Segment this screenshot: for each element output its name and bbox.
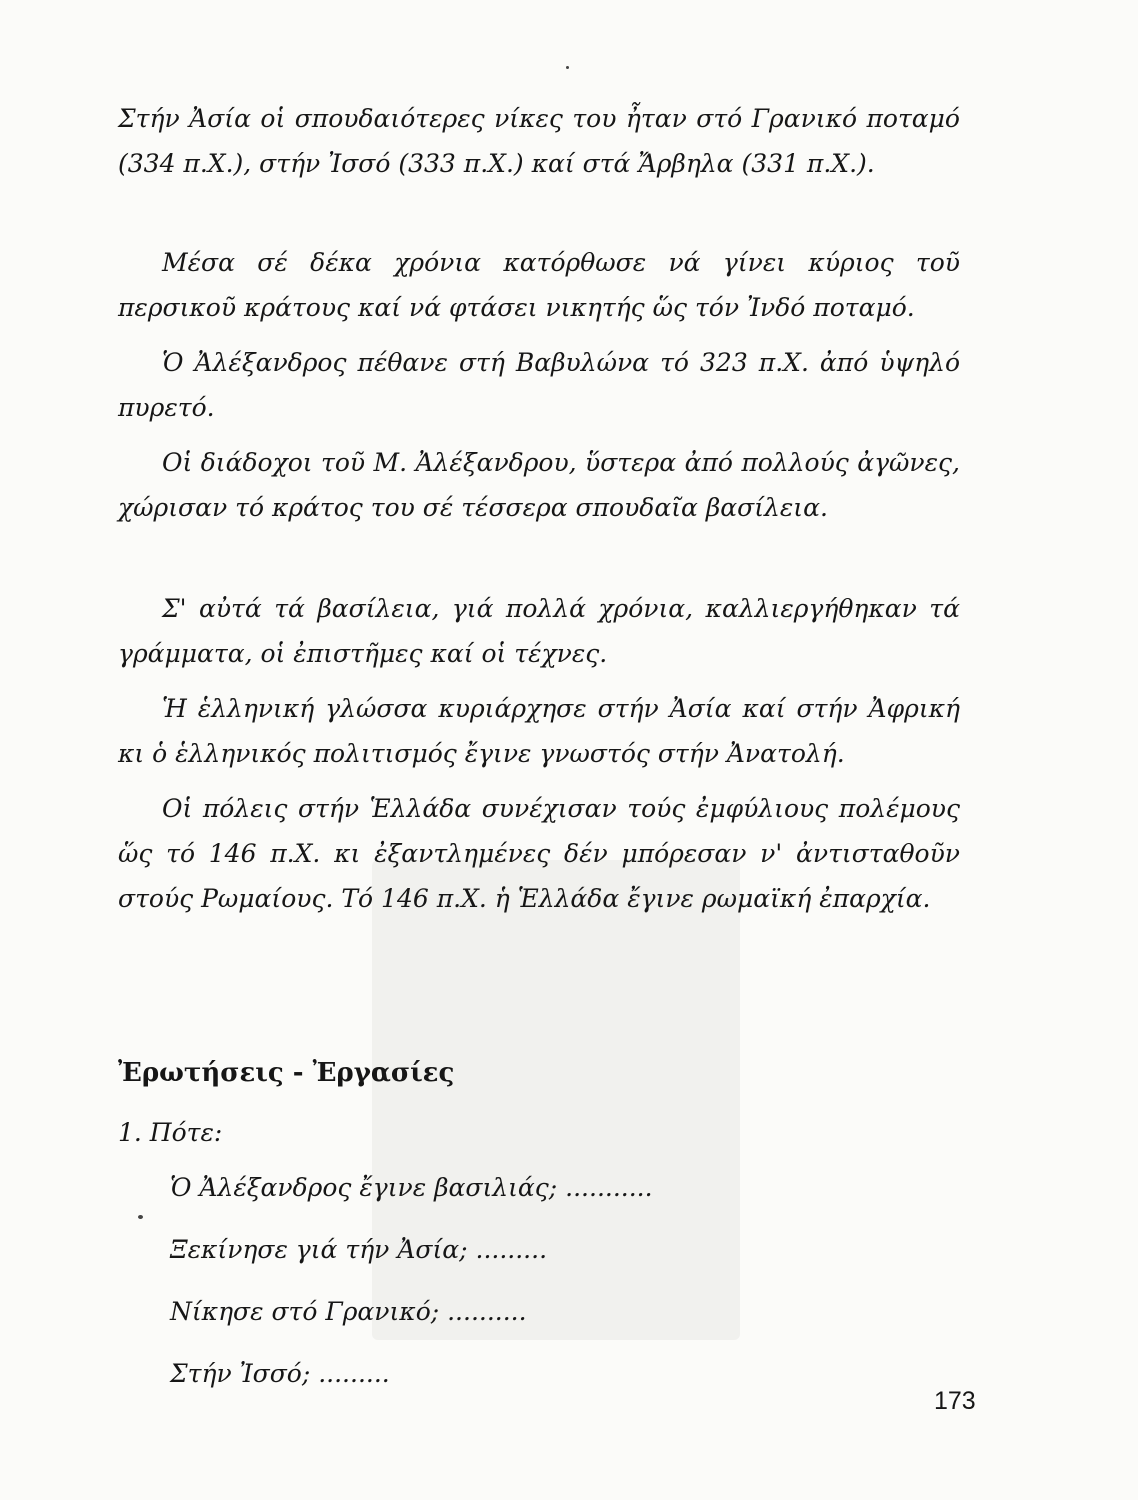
question-number: 1. Πότε:: [118, 1118, 223, 1147]
paragraph-death: Ὁ Ἀλέξανδρος πέθανε στή Βαβυλώνα τό 323 π.Χ. ἀπό ὑψηλό πυρετό.: [118, 348, 960, 422]
question-list: [170, 1168, 653, 1416]
page-number: 173: [934, 1387, 976, 1415]
paragraph-conquest: Μέσα σέ δέκα χρόνια κατόρθωσε νά γίνει κύριος τοῦ περσικοῦ κράτους καί νά φτάσει νικητής ὥς τόν Ἰνδό ποταμό.: [118, 248, 960, 322]
ink-speck: [566, 66, 569, 69]
paragraph-kingdoms: Σ' αὐτά τά βασίλεια, γιά πολλά χρόνια, καλλιεργήθηκαν τά γράμματα, οἱ ἐπιστῆμες καί οἱ τέχνες.: [118, 594, 960, 668]
paragraph-victories: Στήν Ἀσία οἱ σπουδαιότερες νίκες του ἦταν στό Γρανικό ποταμό (334 π.Χ.), στήν Ἰσσό (333 π.Χ.) καί στά Ἄρβηλα (331 π.Χ.).: [118, 104, 960, 178]
question-item: Στήν Ἰσσό; .........: [170, 1359, 390, 1388]
paragraph-greek-cities: Οἱ πόλεις στήν Ἑλλάδα συνέχισαν τούς ἐμφύλιους πολέμους ὥς τό 146 π.Χ. κι ἐξαντλημένες δέν μπόρεσαν ν' ἀντισταθοῦν στούς Ρωμαίους. Τό 146 π.Χ. ἡ Ἑλλάδα ἔγινε ρωμαϊκή ἐπαρχία.: [118, 794, 960, 913]
question-item: Ξεκίνησε γιά τήν Ἀσία; .........: [170, 1235, 548, 1264]
question-item: Ὁ Ἀλέξανδρος ἔγινε βασιλιάς; ...........: [170, 1173, 653, 1202]
paragraph-successors: Οἱ διάδοχοι τοῦ Μ. Ἀλέξανδρου, ὕστερα ἀπό πολλούς ἀγῶνες, χώρισαν τό κράτος του σέ τέσσερα σπουδαῖα βασίλεια.: [118, 448, 960, 522]
ink-speck: [138, 1215, 143, 1219]
section-heading: Ἐρωτήσεις - Ἐργασίες: [118, 1058, 455, 1088]
question-item: Νίκησε στό Γρανικό; ..........: [170, 1297, 527, 1326]
paragraph-language: Ἡ ἑλληνική γλώσσα κυριάρχησε στήν Ἀσία καί στήν Ἀφρική κι ὁ ἑλληνικός πολιτισμός ἔγινε γνωστός στήν Ἀνατολή.: [118, 694, 960, 768]
